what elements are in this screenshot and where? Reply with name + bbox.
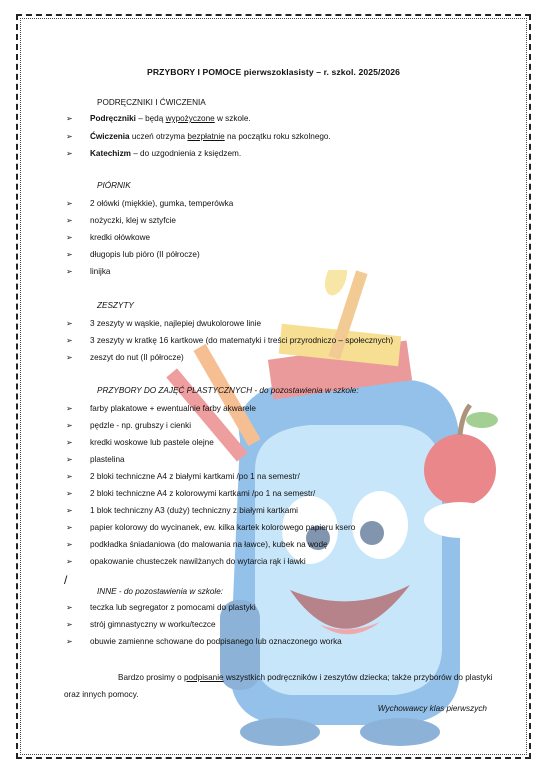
page-title: PRZYBORY I POMOCE pierwszoklasisty – r. szkol. 2025/2026	[146, 67, 401, 77]
bullet-arrow-icon: ➢	[66, 557, 73, 566]
bullet-arrow-icon: ➢	[66, 506, 73, 515]
bullet-arrow-icon: ➢	[66, 540, 73, 549]
bullet-arrow-icon: ➢	[66, 336, 73, 345]
list-item: ➢ papier kolorowy do wycinanek, ew. kilka kartek kolorowego papieru ksero	[66, 523, 356, 532]
list-item: ➢ nożyczki, klej w sztyfcie	[66, 216, 176, 225]
closing-line-1: Bardzo prosimy o podpisanie wszystkich podręczników i zeszytów dziecka; także przyborów do plastyki	[118, 673, 493, 682]
bullet-arrow-icon: ➢	[66, 132, 73, 141]
list-item: ➢ farby plakatowe + ewentualnie farby akwarele	[66, 404, 256, 413]
list-item: ➢ 3 zeszyty w wąskie, najlepiej dwukolorowe linie	[66, 319, 262, 328]
bullet-arrow-icon: ➢	[66, 637, 73, 646]
closing-line-2: oraz innych pomocy.	[64, 690, 139, 699]
bullet-arrow-icon: ➢	[66, 267, 73, 276]
list-item: ➢ strój gimnastyczny w worku/teczce	[66, 620, 216, 629]
list-item: ➢ Ćwiczenia uczeń otrzyma bezpłatnie na początku roku szkolnego.	[66, 132, 331, 141]
bullet-arrow-icon: ➢	[66, 489, 73, 498]
list-item: ➢ linijka	[66, 267, 111, 276]
section-heading-textbooks: PODRĘCZNIKI I ĆWICZENIA	[97, 98, 206, 107]
bullet-arrow-icon: ➢	[66, 233, 73, 242]
list-item: ➢ obuwie zamienne schowane do podpisanego lub oznaczonego worka	[66, 637, 342, 646]
list-item: ➢ kredki woskowe lub pastele olejne	[66, 438, 214, 447]
bullet-arrow-icon: ➢	[66, 421, 73, 430]
bullet-arrow-icon: ➢	[66, 149, 73, 158]
list-item: ➢ 2 bloki techniczne A4 z białymi kartkami /po 1 na semestr/	[66, 472, 300, 481]
bullet-arrow-icon: ➢	[66, 199, 73, 208]
list-item: ➢ pędzle - np. grubszy i cienki	[66, 421, 192, 430]
bullet-arrow-icon: ➢	[66, 472, 73, 481]
list-item: ➢ długopis lub pióro (II półrocze)	[66, 250, 200, 259]
list-item: ➢ Podręczniki – będą wypożyczone w szkole.	[66, 114, 251, 123]
list-item: ➢ 1 blok techniczny A3 (duży) techniczny z białymi kartkami	[66, 506, 298, 515]
section-heading-art-supplies: PRZYBORY DO ZAJĘĆ PLASTYCZNYCH - do pozostawienia w szkole:	[97, 386, 359, 395]
bullet-arrow-icon: ➢	[66, 250, 73, 259]
bullet-arrow-icon: ➢	[66, 620, 73, 629]
bullet-arrow-icon: ➢	[66, 319, 73, 328]
list-item: ➢ teczka lub segregator z pomocami do plastyki	[66, 603, 256, 612]
list-item: ➢ 3 zeszyty w kratkę 16 kartkowe (do matematyki i treści przyrodniczo – społecznych)	[66, 336, 394, 345]
bullet-arrow-icon: ➢	[66, 404, 73, 413]
bullet-arrow-icon: ➢	[66, 455, 73, 464]
section-heading-pencil-case: PIÓRNIK	[97, 181, 131, 190]
bullet-arrow-icon: ➢	[66, 114, 73, 123]
list-item: ➢ podkładka śniadaniowa (do malowania na ławce), kubek na wodę	[66, 540, 328, 549]
bullet-arrow-icon: ➢	[66, 216, 73, 225]
list-item: ➢ opakowanie chusteczek nawilżanych do wytarcia rąk i ławki	[66, 557, 306, 566]
list-item: ➢ Katechizm – do uzgodnienia z księdzem.	[66, 149, 242, 158]
slash-mark: /	[64, 573, 68, 587]
list-item: ➢ kredki ołówkowe	[66, 233, 151, 242]
section-heading-other: INNE - do pozostawienia w szkole:	[97, 587, 224, 596]
signature: Wychowawcy klas pierwszych	[377, 704, 487, 713]
list-item: ➢ plastelina	[66, 455, 125, 464]
bullet-arrow-icon: ➢	[66, 603, 73, 612]
list-item: ➢ 2 bloki techniczne A4 z kolorowymi kartkami /po 1 na semestr/	[66, 489, 316, 498]
list-item: ➢ 2 ołówki (miękkie), gumka, temperówka	[66, 199, 234, 208]
list-item: ➢ zeszyt do nut (II półrocze)	[66, 353, 184, 362]
bullet-arrow-icon: ➢	[66, 438, 73, 447]
bullet-arrow-icon: ➢	[66, 523, 73, 532]
bullet-arrow-icon: ➢	[66, 353, 73, 362]
section-heading-notebooks: ZESZYTY	[97, 301, 134, 310]
